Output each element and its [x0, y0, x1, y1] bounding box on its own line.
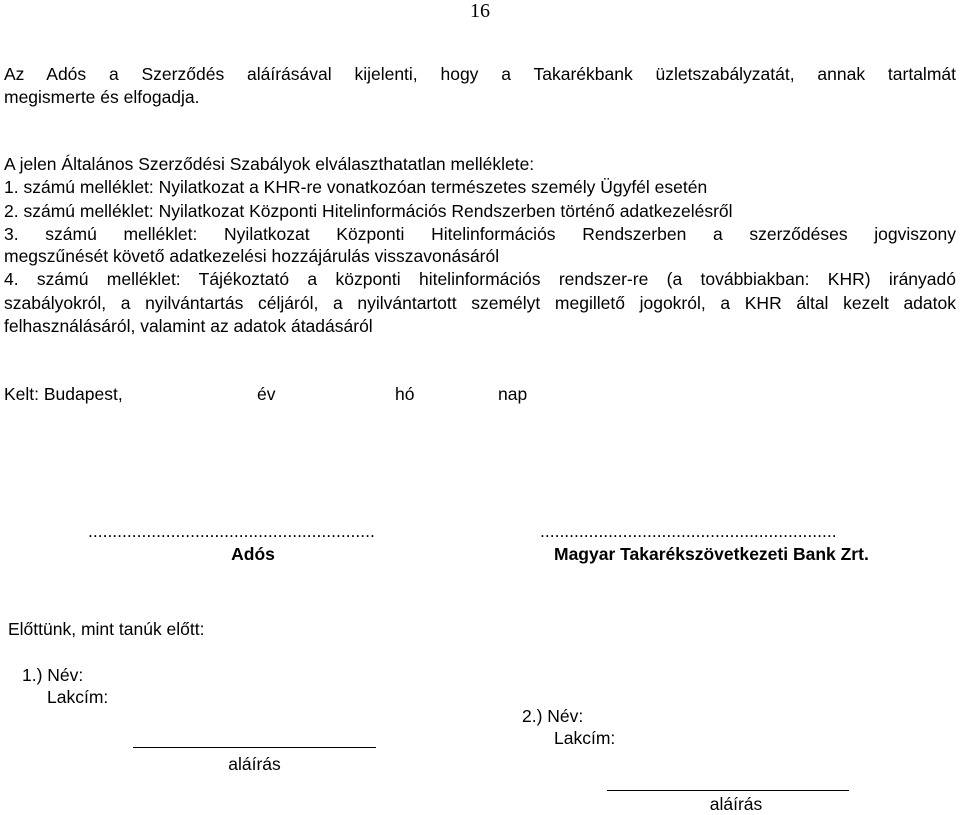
- bank-signature-line: .............................................................: [540, 521, 837, 541]
- annex-item-4-line-1: 4. számú melléklet: Tájékoztató a központi hitelinformációs rendszer-re (a továbbiakban: KHR) irányadó: [4, 269, 956, 289]
- witness-1-address: Lakcím:: [47, 687, 109, 707]
- dated-day: nap: [498, 384, 528, 404]
- annex-item-3-line-1: 3. számú melléklet: Nyilatkozat Központi Hitelinformációs Rendszerben a szerződéses jogviszony: [4, 224, 956, 244]
- intro-line-1: Az Adós a Szerződés aláírásával kijelenti, hogy a Takarékbank üzletszabályzatát, annak tartalmát: [4, 64, 956, 84]
- witness-1-sign-label: aláírás: [228, 754, 281, 774]
- witness-heading: Előttünk, mint tanúk előtt:: [8, 619, 205, 639]
- dated-month: hó: [395, 384, 415, 404]
- intro-line-2: megismerte és elfogadja.: [4, 87, 200, 107]
- annex-item-1: 1. számú melléklet: Nyilatkozat a KHR-re vonatkozóan természetes személy Ügyfél esetén: [4, 177, 708, 197]
- annex-item-4-line-3: felhasználásáról, valamint az adatok átadásáról: [4, 316, 373, 336]
- annex-item-2: 2. számú melléklet: Nyilatkozat Központi Hitelinformációs Rendszerben történő adatkezelésről: [4, 201, 733, 221]
- dated-year: év: [257, 384, 276, 404]
- annex-item-4-line-2: szabályokról, a nyilvántartás céljáról, a nyilvántartott személyt megillető jogokról, a KHR által kezelt adatok: [4, 293, 956, 313]
- witness-1-signature-line: [133, 747, 376, 748]
- annex-item-3-line-2: megszűnését követő adatkezelési hozzájárulás visszavonásáról: [4, 246, 500, 266]
- witness-1-name: 1.) Név:: [22, 665, 84, 685]
- annex-heading: A jelen Általános Szerződési Szabályok elválaszthatatlan melléklete:: [4, 154, 535, 174]
- debtor-signature-line: ...........................................................: [88, 521, 375, 541]
- witness-2-address: Lakcím:: [554, 728, 616, 748]
- page-number: 16: [470, 0, 490, 22]
- witness-2-signature-line: [607, 790, 849, 791]
- witness-2-name: 2.) Név:: [522, 706, 584, 726]
- bank-label: Magyar Takarékszövetkezeti Bank Zrt.: [554, 544, 869, 564]
- debtor-label: Adós: [231, 544, 275, 564]
- dated-place: Kelt: Budapest,: [4, 384, 123, 404]
- witness-2-sign-label: aláírás: [709, 794, 763, 814]
